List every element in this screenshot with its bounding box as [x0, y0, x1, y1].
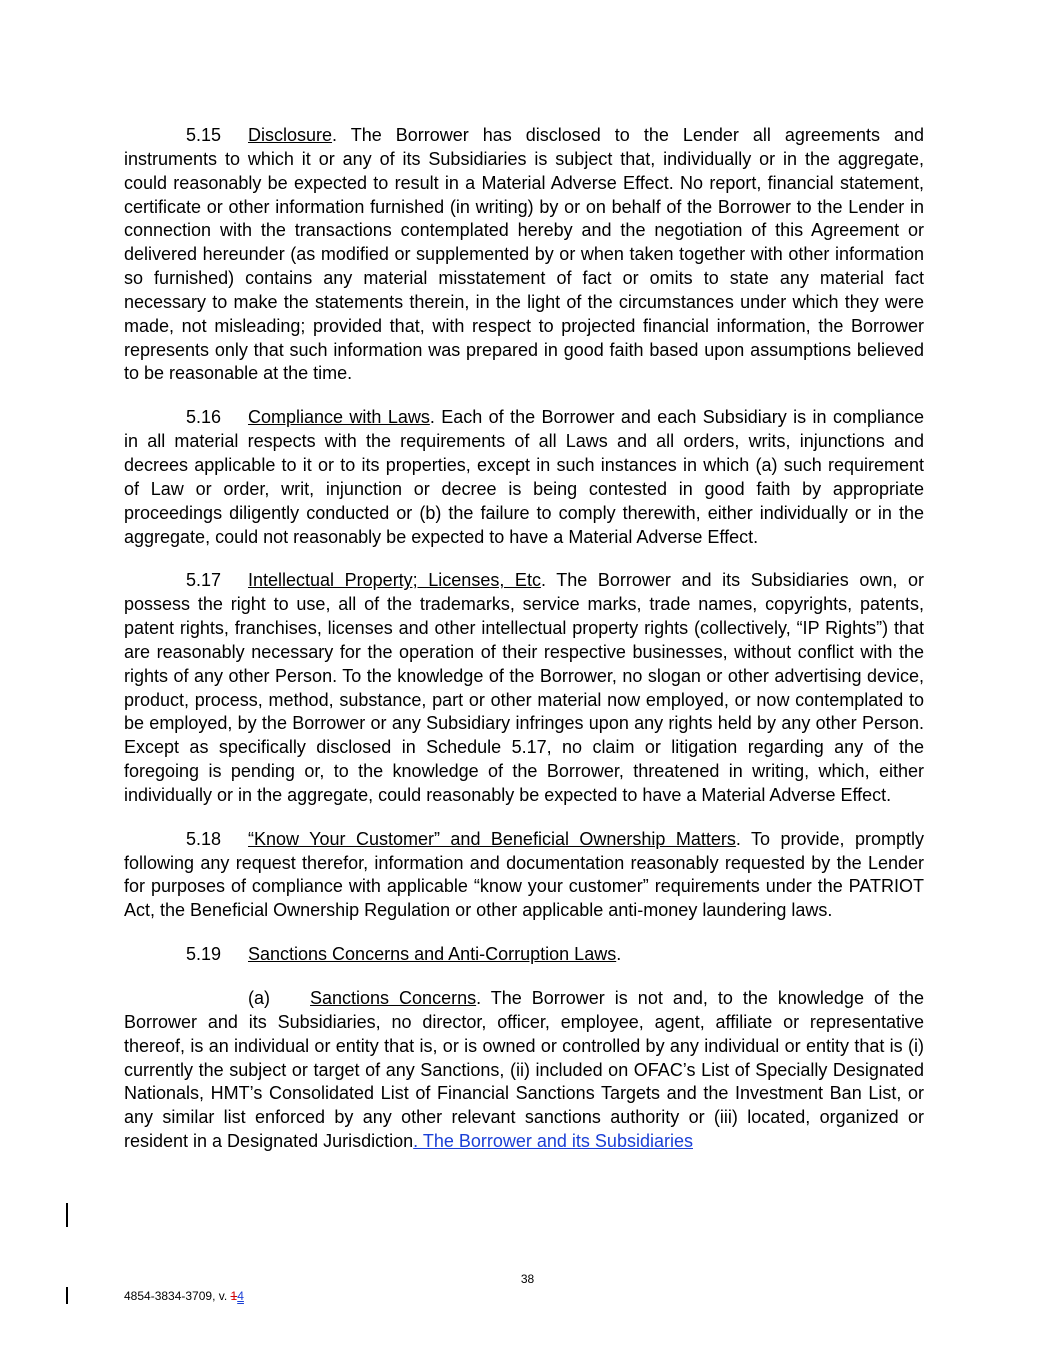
section-text: . Each of the Borrower and each Subsidiary is in compliance in all material respects with the requirements of all Laws and all orders, writs, injunctions and decrees applicable to it or to its properties, except in such instances in which (a) such requirement of Law or order, writ, injunction or decree is being contested in good faith by appropriate proceedings diligently conducted or (b) the failure to comply therewith, either individually or in the aggregate, could not reasonably be expected to have a Material Adverse Effect. [124, 407, 924, 547]
section-5-19-a [124, 987, 924, 1154]
section-text: . The Borrower has disclosed to the Lender all agreements and instruments to which it or any of its Subsidiaries is subject that, individually or in the aggregate, could reasonably be expected to result in a Material Adverse Effect. No report, financial statement, certificate or other information furnished (in writing) by or on behalf of the Borrower to the Lender in connection with the transactions contemplated hereby and the negotiation of this Agreement or delivered hereunder (as modified or supplemented by or when taken together with other information so furnished) contains any material misstatement of fact or omits to state any material fact necessary to make the statements therein, in the light of the circumstances under which they were made, not misleading; provided that, with respect to projected financial information, the Borrower represents only that such information was prepared in good faith based upon assumptions believed to be reasonable at the time. [124, 125, 924, 384]
section-text: . To provide, promptly following any request therefor, information and documentation reasonably requested by the Lender for purposes of compliance with applicable “know your customer” requirements under the PATRIOT Act, the Beneficial Ownership Regulation or other applicable anti-money laundering laws. [124, 828, 924, 921]
section-heading: Intellectual Property; Licenses, Etc [248, 570, 541, 591]
document-id [124, 1289, 244, 1303]
section-5-15 [124, 124, 924, 386]
section-text: . The Borrower and its Subsidiaries own, or possess the right to use, all of the trademarks, service marks, trade names, copyrights, patents, patent rights, franchises, licenses and other intellectual property rights (collectively, “IP Rights”) that are reasonably necessary for the operation of their respective businesses, without conflict with the rights of any other Person. To the knowledge of the Borrower, no slogan or other advertising device, product, process, method, substance, part or other material now employed, or now contemplated to be employed, by the Borrower or any Subsidiary infringes upon any rights held by any other Person. Except as specifically disclosed in Schedule 5.17, no claim or litigation regarding any of the foregoing is pending or, to the knowledge of the Borrower, threatened in writing, which, either individually or in the aggregate, could reasonably be expected to have a Material Adverse Effect. [124, 570, 925, 805]
section-number: 5.15 [186, 125, 222, 145]
section-heading: Compliance with Laws [248, 407, 430, 428]
section-5-18 [124, 828, 924, 923]
section-heading: Disclosure [248, 125, 333, 145]
section-number: 5.16 [186, 407, 222, 428]
section-5-19 [124, 943, 924, 967]
inserted-text: . The Borrower and its Subsidiaries [413, 1131, 693, 1152]
change-bar [66, 1287, 68, 1304]
doc-id-prefix: 4854-3834-3709, v. [124, 1289, 231, 1303]
deleted-version: 1 [230, 1289, 238, 1303]
section-number: 5.17 [186, 570, 222, 591]
section-number: 5.18 [186, 828, 222, 849]
inserted-version: 4 [237, 1289, 244, 1303]
subsection-number: (a) [248, 988, 270, 1008]
section-heading: “Know Your Customer” and Beneficial Ownership Matters [248, 828, 736, 849]
section-number: 5.19 [186, 944, 222, 965]
section-text: . [616, 944, 622, 965]
change-bar [66, 1203, 68, 1227]
page-number: 38 [520, 1272, 535, 1286]
section-5-17 [124, 569, 924, 807]
document-body [124, 124, 924, 1174]
section-heading: Sanctions Concerns and Anti-Corruption Laws [248, 944, 617, 965]
subsection-heading: Sanctions Concerns [310, 988, 477, 1008]
section-5-16 [124, 406, 924, 549]
subsection-text: . The Borrower is not and, to the knowledge of the Borrower and its Subsidiaries, no director, officer, employee, agent, affiliate or representative thereof, is an individual or entity that is, or is owned or controlled by any individual or entity that is (i) currently the subject or target of any Sanctions, (ii) included on OFAC’s List of Specially Designated Nationals, HMT’s Consolidated List of Financial Sanctions Targets and the Investment Ban List, or any similar list enforced by any other relevant sanctions authority or (iii) located, organized or resident in a Designated Jurisdiction [124, 988, 924, 1152]
